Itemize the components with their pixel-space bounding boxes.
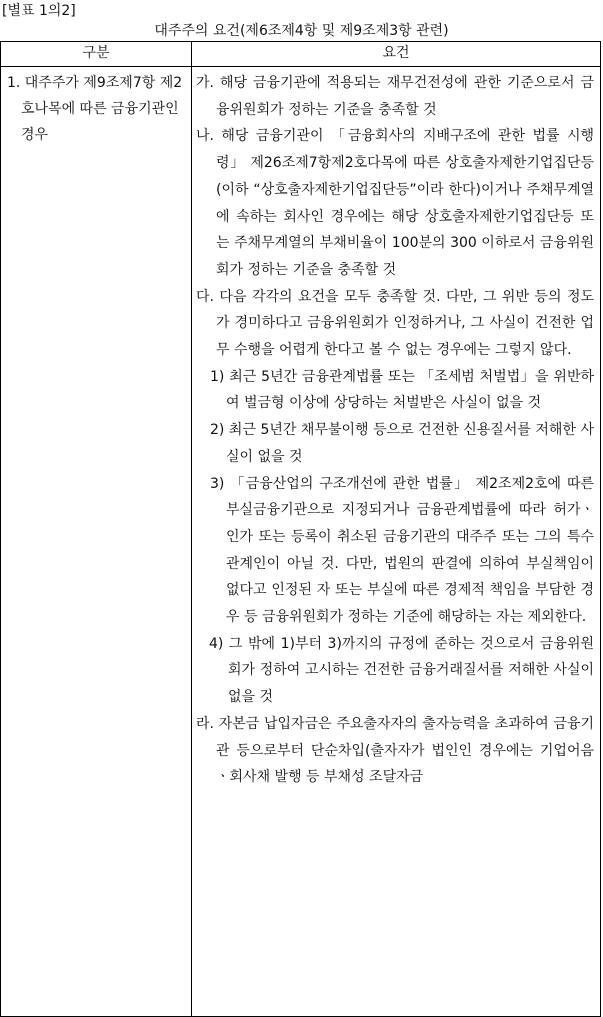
item-ra: 라. 자본금 납입자금은 주요출자자의 출자능력을 초과하여 금융기관 등으로부터 단순차입(출자자가 법인인 경우에는 기업어음ㆍ회사채 발행 등 부채성 조달자금 (196, 715, 594, 786)
header-row (1, 42, 601, 67)
table-row (1, 67, 601, 1017)
sub-item-4: 4) 그 밖에 1)부터 3)까지의 규정에 준하는 것으로서 금융위원회가 정하여 고시하는 건전한 금융거래질서를 저해한 사실이 없을 것 (209, 635, 594, 706)
item-ga: 가. 해당 금융기관에 적용되는 재무건전성에 관한 기준으로서 금융위원회가 정하는 기준을 충족할 것 (196, 75, 594, 118)
sub-item-1: 1) 최근 5년간 금융관계법률 또는 「조세범 처벌법」을 위반하여 벌금형 이상에 상당하는 처벌받은 사실이 없을 것 (210, 368, 594, 412)
annex-label: [별표 1의2] (2, 3, 76, 19)
sub-item-3: 3) 「금융산업의 구조개선에 관한 법률」 제2조제2호에 따른 부실금융기관으로 지정되거나 금융관계법률에 따라 허가ㆍ인가 또는 등록이 취소된 금융기관의 대주주 또는 그의 특수관계인이 아닐 것. 다만, 법원의 판결에 의하여 부실책임이 없다고 인정된 자 또는 부실에 따른 경제적 책임을 부담한 경우 등 금융위원회가 정하는 기준에 해당하는 자는 제외한다. (210, 475, 594, 626)
sub-item-2: 2) 최근 5년간 채무불이행 등으로 건전한 신용질서를 저해한 사실이 없을 것 (210, 422, 594, 465)
item-da: 다. 다음 각각의 요건을 모두 충족할 것. 다만, 그 위반 등의 정도가 경미하다고 금융위원회가 인정하거나, 그 사실이 건전한 업무 수행을 어렵게 한다고 볼 수 없는 경우에는 그렇지 않다. (196, 288, 594, 359)
table-title: 대주주의 요건(제6조제4항 및 제9조제3항 관련) (154, 23, 449, 39)
category-text: 1. 대주주가 제9조제7항 제2호나목에 따른 금융기관인 경우 (7, 75, 183, 143)
requirements-cell (192, 67, 601, 1017)
header-requirements: 요건 (192, 42, 601, 67)
header-category: 구분 (1, 42, 192, 67)
requirements-table (0, 41, 601, 1017)
item-na: 나. 해당 금융기관이 「금융회사의 지배구조에 관한 법률 시행령」 제26조제7항제2호다목에 따른 상호출자제한기업집단등(이하 “상호출자제한기업집단등”이라 한다)이거나 주채무계열에 속하는 회사인 경우에는 해당 상호출자제한기업집단등 또는 주채무계열의 부채비율이 100분의 300 이하로서 금융위원회가 정하는 기준을 충족할 것 (196, 128, 594, 278)
category-cell (1, 67, 192, 1017)
